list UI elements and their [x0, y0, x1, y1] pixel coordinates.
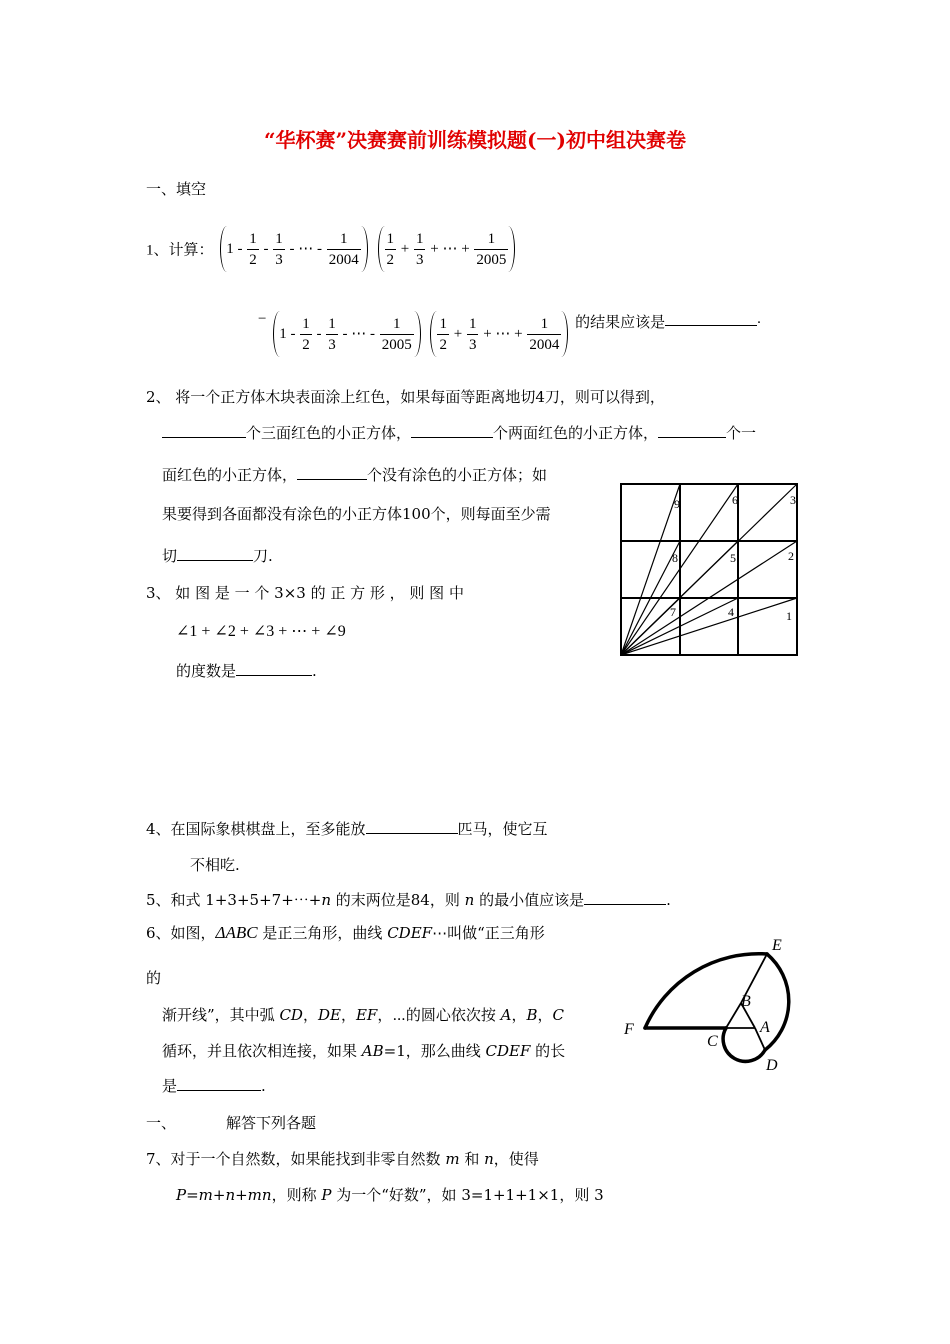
q4-text-1: 4、在国际象棋棋盘上，至多能放 [146, 820, 366, 838]
question-6-line-2: 的 [146, 969, 162, 987]
q1-denominator: 2005 [476, 252, 507, 269]
q1-frac-1-2 [437, 314, 449, 355]
q7-formula: P=m+n+mn [176, 1186, 272, 1204]
grid-label-5: 5 [730, 551, 736, 565]
q5-text-2: 的末两位是84，则 [331, 891, 465, 909]
q5-var-n: n [321, 891, 331, 909]
segment-cb [726, 1003, 741, 1028]
q1-denominator: 2004 [529, 337, 560, 354]
section-heading-fill-blank: 一、填空 [146, 180, 207, 198]
grid-label-9: 9 [674, 497, 680, 511]
q6-text-3: ⋯叫做“正三角形 [432, 924, 545, 942]
q1-numerator: 1 [327, 229, 361, 250]
section-heading-solve: 解答下列各题 [226, 1114, 317, 1132]
q6-text-9: 是 [162, 1077, 178, 1095]
q7-var-n: n [484, 1150, 494, 1168]
question-6-line-5 [162, 1075, 266, 1096]
grid-label-2: 2 [788, 549, 794, 563]
q1-frac-1-3 [326, 314, 338, 355]
q6-arc-ef: EF [355, 1006, 378, 1024]
q5-var-n: n [464, 891, 475, 909]
label-f: F [624, 1021, 634, 1038]
q7-text-3: ，则称 [271, 1186, 322, 1204]
q1-tail-text: 的结果应该是 [575, 315, 666, 331]
question-1-line-1 [146, 226, 518, 272]
question-3-line-1: 3、 如 图 是 一 个 3×3 的 正 方 形 ， 则 图 中 [146, 584, 464, 602]
q2-text-6a: 切 [162, 547, 178, 565]
q1-paren-c [273, 311, 421, 357]
q1-dots-plus: + ⋯ + [483, 326, 523, 342]
q6-sep: ， [511, 1006, 527, 1024]
label-b: B [741, 993, 751, 1010]
page-title: “华杯赛”决赛赛前训练模拟题(一)初中组决赛卷 [264, 128, 686, 152]
q1-frac-1-2 [385, 229, 397, 270]
grid-label-1: 1 [786, 609, 792, 623]
q2-text-6b: 刀. [253, 547, 273, 565]
q1-frac-1-3 [467, 314, 479, 355]
q1-denominator: 3 [415, 252, 424, 269]
q6-sep: ， [340, 1006, 356, 1024]
question-2-line-1: 2、 将一个正方体木块表面涂上红色，如果每面等距离地切4刀，则可以得到， [146, 388, 665, 406]
q2-text-5: 个没有涂色的小正方体；如 [367, 466, 548, 484]
q1-numerator: 1 [527, 314, 561, 335]
q4-text-2: 匹马，使它互 [457, 820, 548, 838]
q6-arc-cd: CD [279, 1006, 303, 1024]
question-2-line-2 [162, 422, 756, 443]
q1-denominator: 2 [386, 252, 395, 269]
q6-curve-name: CDEF [485, 1042, 531, 1060]
q6-text-6: 循环，并且依次相连接，如果 [162, 1042, 362, 1060]
label-c: C [707, 1033, 718, 1050]
grid-label-7: 7 [670, 605, 676, 619]
q1-dots-minus: - ⋯ - [342, 326, 375, 342]
q1-paren-d [430, 311, 568, 357]
question-4-line-2: 不相吃. [190, 856, 240, 874]
q1-numerator: 1 [414, 229, 426, 250]
q1-frac-1-3 [414, 229, 426, 270]
answer-blank-q5[interactable] [584, 890, 666, 905]
question-2-line-4: 果要得到各面都没有涂色的小正方体100个，则每面至少需 [162, 505, 551, 523]
question-7-line-2 [176, 1184, 604, 1205]
grid-label-4: 4 [728, 605, 734, 619]
q6-point-b: B [526, 1006, 538, 1024]
q1-one: 1 - [226, 241, 243, 257]
q1-frac-1-2004 [327, 229, 361, 270]
q6-text-2: 是正三角形，曲线 [257, 924, 388, 942]
q1-numerator: 1 [247, 229, 259, 250]
q6-sep: ， [302, 1006, 318, 1024]
question-6-line-3 [162, 1004, 564, 1025]
answer-blank-q2-unpainted[interactable] [297, 465, 367, 480]
q6-period: . [261, 1077, 266, 1095]
label-d: D [766, 1057, 778, 1074]
curve-arc-cd [723, 1028, 765, 1061]
question-3-angles: ∠1 + ∠2 + ∠3 + ⋯ + ∠9 [176, 623, 346, 640]
label-a: A [760, 1019, 770, 1036]
q3-period: . [312, 662, 317, 680]
q1-minus: - [316, 326, 322, 342]
q1-plus: + [400, 241, 410, 257]
q1-denominator: 2 [302, 337, 310, 354]
q1-frac-1-3 [273, 229, 285, 270]
q6-point-a: A [500, 1006, 512, 1024]
q6-segment-ab: AB [361, 1042, 384, 1060]
q6-arc-de: DE [317, 1006, 341, 1024]
answer-blank-q4[interactable] [366, 819, 458, 834]
q6-text-7: =1，那么曲线 [383, 1042, 486, 1060]
q1-paren-a [220, 226, 368, 272]
q5-text-3: 的最小值应该是 [474, 891, 585, 909]
q1-denominator: 2 [249, 252, 257, 269]
q5-period: . [666, 891, 671, 909]
q6-point-c: C [552, 1006, 564, 1024]
q3-text-1: 的度数是 [176, 662, 237, 680]
q6-triangle: ΔABC [215, 923, 258, 942]
q2-text-2: 个两面红色的小正方体， [493, 424, 659, 442]
question-1-label: 1、计算： [146, 242, 214, 259]
question-2-line-5 [162, 545, 273, 566]
q6-text-5: ，⋯的圆心依次按 [377, 1006, 501, 1024]
q7-and: 和 [459, 1150, 485, 1168]
q2-text-1: 个三面红色的小正方体， [246, 424, 412, 442]
answer-blank-q2-cuts[interactable] [177, 546, 253, 561]
q7-var-m: m [445, 1150, 460, 1168]
q1-dots-minus: - ⋯ - [289, 241, 323, 257]
q1-frac-1-2005 [380, 314, 414, 355]
ray-1 [621, 598, 797, 655]
q1-one: 1 - [279, 326, 296, 342]
question-2-line-3 [162, 464, 547, 485]
grid-figure [614, 478, 804, 662]
ray-9 [621, 484, 680, 655]
answer-blank-q3[interactable] [236, 661, 312, 676]
question-1-line-2 [258, 311, 761, 357]
q1-frac-1-2005 [474, 229, 508, 270]
involute-figure [620, 930, 820, 1080]
question-7-line-1 [146, 1148, 539, 1169]
q6-text-1: 6、如图， [146, 924, 216, 942]
q1-denominator: 3 [275, 252, 283, 269]
question-6-line-1 [146, 922, 545, 943]
q5-text-1: 5、和式 1+3+5+7+⋯+ [146, 891, 322, 909]
q1-frac-1-2004 [527, 314, 561, 355]
q1-numerator: 1 [474, 229, 508, 250]
q1-numerator: 1 [467, 314, 479, 335]
answer-blank-q2-three-face[interactable] [162, 423, 246, 438]
q1-dots-plus: + ⋯ + [430, 241, 470, 257]
q7-text-1: 7、对于一个自然数，如果能找到非零自然数 [146, 1150, 446, 1168]
answer-blank-q6[interactable] [177, 1076, 261, 1091]
question-4-line-1 [146, 818, 548, 839]
q7-text-2: ，使得 [493, 1150, 539, 1168]
question-6-line-4 [162, 1040, 565, 1061]
grid-label-6: 6 [732, 493, 738, 507]
answer-blank-q2-two-face[interactable] [411, 423, 493, 438]
answer-blank-q1[interactable] [665, 311, 757, 326]
grid-label-3: 3 [790, 493, 796, 507]
q1-numerator: 1 [273, 229, 285, 250]
q1-numerator: 1 [326, 314, 338, 335]
q1-numerator: 1 [437, 314, 449, 335]
q6-text-4: 渐开线”，其中弧 [162, 1006, 280, 1024]
q1-paren-b [378, 226, 516, 272]
question-3-line-3 [176, 660, 317, 681]
q1-numerator: 1 [300, 314, 312, 335]
q1-period: . [757, 311, 761, 327]
q6-curve-name: CDEF [387, 924, 433, 942]
q2-text-4: 面红色的小正方体， [162, 466, 298, 484]
q1-denominator: 3 [328, 337, 336, 354]
q1-frac-1-2 [247, 229, 259, 270]
question-5 [146, 889, 671, 910]
q1-denominator: 3 [468, 337, 477, 354]
q1-plus: + [453, 326, 463, 342]
q6-text-8: 的长 [530, 1042, 566, 1060]
q7-text-4: 为一个“好数”，如 3=1+1+1×1，则 3 [331, 1186, 604, 1204]
q1-denominator: 2005 [381, 337, 412, 354]
q1-numerator: 1 [385, 229, 397, 250]
section-heading-solve-num: 一、 [146, 1114, 177, 1132]
q1-minus: - [263, 241, 269, 257]
q1-frac-1-2 [300, 314, 312, 355]
grid-label-8: 8 [672, 551, 678, 565]
answer-blank-q2-one-face[interactable] [658, 423, 726, 438]
label-e: E [772, 937, 782, 954]
q7-var-p: P [321, 1186, 332, 1204]
q1-numerator: 1 [380, 314, 414, 335]
q6-sep: ， [537, 1006, 553, 1024]
q2-text-3: 个一 [726, 424, 757, 442]
q1-denominator: 2004 [328, 252, 359, 269]
q1-lead-minus: − [258, 311, 267, 327]
q1-denominator: 2 [439, 337, 447, 354]
